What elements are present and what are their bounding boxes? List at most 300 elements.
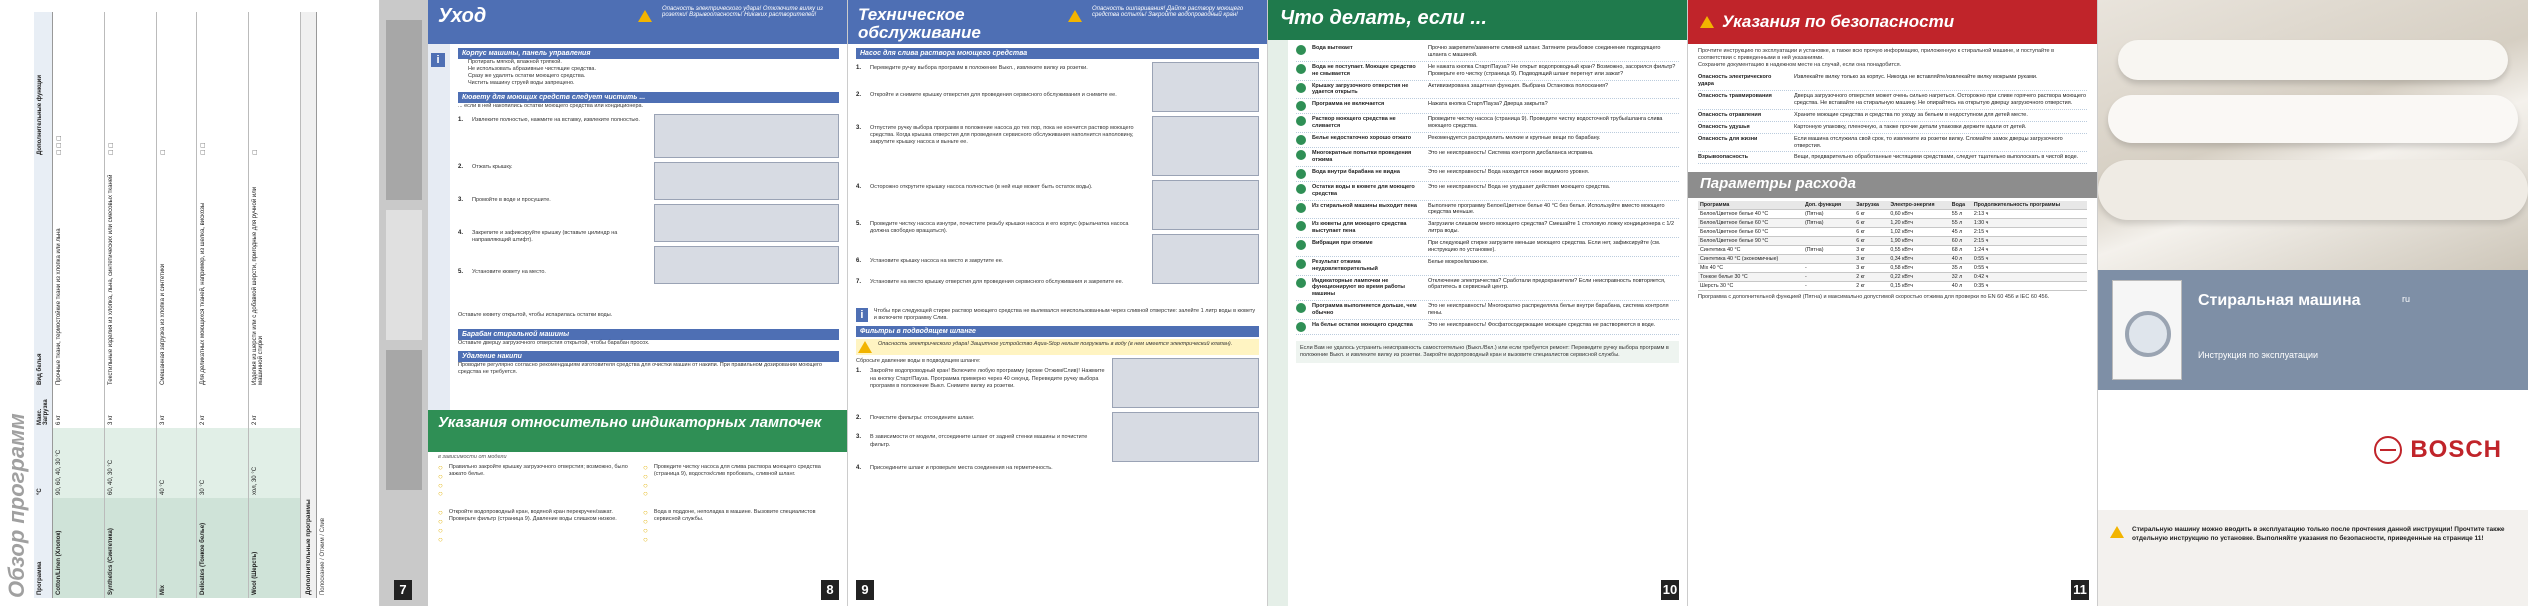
safety-hazard: Опасность удушья bbox=[1698, 123, 1750, 130]
trouble-problem: Вода вытекает bbox=[1312, 45, 1353, 51]
step: 7. Установите на место крышку отверстия для проведения сервисного обслуживания и закрепите ее. bbox=[856, 279, 1146, 301]
bullet-icon bbox=[1296, 135, 1306, 145]
trouble-row bbox=[1296, 301, 1679, 320]
cons-cell: 2 кг bbox=[1854, 282, 1888, 291]
safety-text: Дверца загрузочного отверстия может очень сильно нагреться. Осторожно при сливе горячего раствора моющего средства. Не вставайте на стиральную машину. Не опирайтесь на открытую дверцу загрузочного отверстия. bbox=[1794, 93, 2087, 107]
warning-icon bbox=[1700, 16, 1714, 28]
step: 4. Осторожно открутите крышку насоса полностью (в ней еще может быть остаток воды). bbox=[856, 184, 1146, 218]
step: 3. В зависимости от модели, отсоедините шланг от задней стенки машины и почистите фильтр. bbox=[856, 434, 1106, 462]
step-text: Переведите ручку выбора программ в положение Выкл., извлеките вилку из розетки. bbox=[870, 65, 1088, 71]
care-warning: Опасность электрического удара! Отключите вилку из розетки! Взрывоопасность! Никаких растворителей! bbox=[662, 6, 823, 18]
trouble-row bbox=[1296, 182, 1679, 201]
step: 2. Отжать крышку. bbox=[458, 164, 648, 194]
safety-hazard: Опасность травмирования bbox=[1698, 93, 1772, 100]
cons-cell: (Пятна) bbox=[1803, 219, 1854, 228]
step: 5. Проведите чистку насоса изнутри, почистите резьбу крышки насоса и его корпус (крыльчатка насоса должна свободно вращаться). bbox=[856, 221, 1146, 255]
step: 4. Закрепите и зафиксируйте крышку (вставьте цилиндр на направляющий штифт). bbox=[458, 230, 648, 266]
troubleshooting-page bbox=[1268, 0, 1688, 606]
overview-program-extra: ☐ ☐ ☐ bbox=[57, 135, 63, 155]
care-header bbox=[428, 0, 847, 44]
indicator-item bbox=[438, 464, 633, 499]
cover-page bbox=[2098, 0, 2528, 606]
trouble-row bbox=[1296, 320, 1679, 335]
cons-cell: 55 л bbox=[1950, 210, 1972, 219]
safety-text: Вещи, предварительно обработанные чистящими средствами, следует тщательно выполоскать в чистой воде. bbox=[1794, 154, 2079, 161]
overview-program-name: Delicates (Тонкое белье) bbox=[197, 498, 248, 598]
trouble-solution: Отключение электричества? Сработали предохранители? Если неисправность повторяется, обратитесь в сервисный центр. bbox=[1428, 277, 1666, 291]
brand-name: BOSCH bbox=[2410, 436, 2502, 463]
trouble-dot-strip bbox=[1268, 40, 1288, 606]
step-text: Установите на место крышку отверстия для проведения сервисного обслуживания и закрепите ее. bbox=[870, 279, 1124, 285]
step-text: Сбросьте давление воды в подводящем шланге: bbox=[856, 358, 981, 365]
safety-row bbox=[1698, 134, 2087, 153]
cons-cell: 32 л bbox=[1950, 273, 1972, 282]
cons-cell: 1:30 ч bbox=[1972, 219, 2087, 228]
safety-text: Картонную упаковку, пленочную, а также прочие детали упаковки держите вдали от детей. bbox=[1794, 123, 2027, 130]
trouble-row bbox=[1296, 114, 1679, 133]
maint-steps2 bbox=[856, 358, 1259, 486]
page-number: 7 bbox=[394, 580, 412, 600]
maint-steps-text bbox=[856, 62, 1146, 304]
towel-stack bbox=[2118, 40, 2508, 80]
step-text: Проведите чистку насоса изнутри, почистите резьбу крышки насоса и его корпус (крыльчатка насоса должна свободно вращаться). bbox=[870, 221, 1129, 235]
warning-icon bbox=[1068, 10, 1082, 22]
step-text: Промойте в воде и просушите. bbox=[472, 196, 551, 203]
cons-cell: Тонкое белье 30 °C bbox=[1698, 273, 1803, 282]
step-text: Осторожно открутите крышку насоса полностью (в ней еще может быть остаток воды). bbox=[870, 184, 1093, 190]
step-illustration bbox=[1152, 116, 1259, 176]
safety-row bbox=[1698, 110, 2087, 122]
trouble-problem: Индикаторные лампочки не функционируют во время работы машины bbox=[1312, 277, 1405, 298]
safety-hazard: Опасность для жизни bbox=[1698, 135, 1758, 142]
cover-photo bbox=[2098, 0, 2528, 270]
overview-row bbox=[249, 12, 301, 598]
bullet-icon bbox=[1296, 64, 1306, 74]
cons-head-cell: Электро-энергия bbox=[1888, 201, 1949, 210]
trouble-list bbox=[1288, 40, 1687, 606]
indicator-col bbox=[643, 464, 838, 544]
bullet-icon bbox=[1296, 83, 1306, 93]
trouble-solution: Белье мокрое/влажное. bbox=[1428, 258, 1489, 265]
consumption-row bbox=[1698, 228, 2087, 237]
cons-cell: Mix 40 °C bbox=[1698, 264, 1803, 273]
step: 1. Извлеките полностью, нажмите на вставку, извлеките полностью. bbox=[458, 117, 648, 161]
step-illustration bbox=[654, 114, 839, 158]
indicator-sub: в зависимости от модели bbox=[438, 454, 507, 460]
overview-program-extra: ☐ ☐ bbox=[109, 142, 115, 155]
overview-row bbox=[197, 12, 249, 598]
lamp-icons: ○ ○ ○ ○ bbox=[438, 463, 443, 499]
trouble-problem: Остатки воды в кювете для моющего средства bbox=[1312, 183, 1415, 197]
cons-cell: 40 л bbox=[1950, 282, 1972, 291]
overview-header-row bbox=[34, 12, 53, 598]
step-text: Закрепите и зафиксируйте крышку (вставьте цилиндр на направляющий штифт). bbox=[472, 229, 618, 243]
cons-cell: 40 л bbox=[1950, 255, 1972, 264]
overview-program-temp: 60, 40, 30 °C bbox=[105, 428, 156, 498]
step-text: Откройте и снимите крышку отверстия для проведения сервисного обслуживания и снимите ее. bbox=[870, 92, 1117, 98]
cover-footer-text: Стиральную машину можно вводить в эксплуатацию только после прочтения данной инструкции! Прочтите также отдельную инструкцию по установке. Выполняйте указания по безопасности, приведенные на странице 11! bbox=[2132, 526, 2505, 542]
washer-door-icon bbox=[2125, 311, 2171, 357]
step-text: Закройте водопроводный кран! Включите любую программу (кроме Отжим/Слив)! Нажмите на кнопку Старт/Пауза. Программа примерно через 40 секунд. Переведите ручку выбора программ в положение Выкл. Снимите вилку из розетки. bbox=[870, 368, 1105, 389]
step-illustration bbox=[1112, 358, 1259, 408]
trouble-problem: Крышку загрузочного отверстия не удается открыть bbox=[1312, 82, 1409, 96]
overview-program-temp: хол, 30 °C bbox=[249, 428, 300, 498]
overview-program-desc: Смешанная загрузка из хлопка и синтетики bbox=[160, 263, 166, 385]
trouble-problem: Белье недостаточно хорошо отжато bbox=[1312, 135, 1412, 141]
overview-program-extra: ☐ bbox=[161, 149, 167, 155]
logo-bar bbox=[2380, 449, 2396, 451]
cons-cell: 0:35 ч bbox=[1972, 282, 2087, 291]
cons-cell: Белое/Цветное белье 40 °C bbox=[1698, 210, 1803, 219]
overview-header-temp: °C bbox=[37, 488, 43, 495]
cons-cell: 45 л bbox=[1950, 228, 1972, 237]
lamp-icons: ○ ○ ○ ○ bbox=[643, 508, 648, 544]
indicator-title: Указания относительно индикаторных лампочек bbox=[438, 414, 822, 431]
care-step-images bbox=[654, 114, 839, 302]
cons-cell: Белое/Цветное белье 60 °C bbox=[1698, 228, 1803, 237]
trouble-problem: Многократные попытки проведения отжима bbox=[1312, 150, 1412, 163]
care-sec2-sub: ... если в ней накопились остатки моющего средства или кондиционера. bbox=[458, 102, 644, 109]
maint-note-row bbox=[856, 308, 1259, 322]
lamp-icons: ○ ○ ○ ○ bbox=[643, 463, 648, 499]
step-text: Присоедините шланг и проверьте места соединения на герметичность. bbox=[870, 465, 1053, 472]
trouble-problem: Вибрация при отжиме bbox=[1312, 240, 1373, 246]
trouble-row bbox=[1296, 99, 1679, 114]
overview-rotated bbox=[0, 0, 380, 606]
bullet-icon bbox=[1296, 116, 1306, 126]
care-sec4-text: Проводите регулярно согласно рекомендациям изготовителя средства для очистки машин от накипи. При правильном дозировании моющего средства не требуется. bbox=[458, 361, 822, 376]
safety-row bbox=[1698, 72, 2087, 91]
step-text: Почистите фильтры: отсоедините шланг. bbox=[870, 415, 975, 422]
trouble-problem: Результат отжима неудовлетворительный bbox=[1312, 258, 1378, 272]
care-steps-text bbox=[458, 114, 648, 302]
side-tab-block bbox=[386, 20, 422, 200]
cons-cell: 6 кг bbox=[1854, 219, 1888, 228]
trouble-solution: Это не неисправность! Фосфатосодержащие моющие средства не растворяются в воде. bbox=[1428, 321, 1656, 328]
page-number: 11 bbox=[2071, 580, 2089, 600]
trouble-problem: Вода внутри барабана не видна bbox=[1312, 168, 1400, 175]
trouble-solution: Это не неисправность! Вода не ухудшает действия моющего средства. bbox=[1428, 183, 1611, 190]
overview-program-load: 6 кг bbox=[56, 415, 62, 425]
indicator-text: Вода в поддоне, неполадка в машине. Вызовите специалистов сервисной службы. bbox=[653, 509, 816, 523]
consumption-row bbox=[1698, 246, 2087, 255]
cover-lang: ru bbox=[2402, 294, 2411, 304]
cons-cell: 3 кг bbox=[1854, 255, 1888, 264]
trouble-row bbox=[1296, 133, 1679, 148]
bullet-icon bbox=[1296, 45, 1306, 55]
consumption-header bbox=[1688, 172, 2097, 198]
consumption-row bbox=[1698, 273, 2087, 282]
trouble-problem: Программа не включается bbox=[1312, 101, 1385, 108]
indicator-item bbox=[438, 509, 633, 544]
indicator-text: Правильно закройте крышку загрузочного отверстия; возможно, было зажато белье. bbox=[448, 464, 628, 478]
bullet-icon bbox=[1296, 101, 1306, 111]
trouble-row bbox=[1296, 201, 1679, 220]
consumption-table bbox=[1698, 201, 2087, 291]
consumption-row bbox=[1698, 237, 2087, 246]
trouble-problem: Из кюветы для моющего средства выступает пена bbox=[1312, 221, 1407, 235]
trouble-title: Что делать, если ... bbox=[1280, 7, 1487, 29]
cons-cell: 60 л bbox=[1950, 237, 1972, 246]
cons-cell: 6 кг bbox=[1854, 228, 1888, 237]
overview-program-desc: Изделия из шерсти или с добавкой шерсти, пригодные для ручной или машинной стирки bbox=[252, 186, 264, 385]
overview-program-name: Mix bbox=[157, 498, 196, 598]
washer-illustration bbox=[2112, 280, 2182, 380]
overview-program-extra: ☐ ☐ bbox=[201, 142, 207, 155]
trouble-solution: Это не неисправность! Многократно распределяла белье внутри барабана, система контроля пены. bbox=[1428, 303, 1669, 316]
cover-band bbox=[2098, 270, 2528, 390]
step: 3. Промойте в воде и просушите. bbox=[458, 197, 648, 227]
care-sec1-item: Сразу же удалять остатки моющего средства. bbox=[468, 73, 586, 80]
overview-program-load: 2 кг bbox=[200, 415, 206, 425]
page-number: 9 bbox=[856, 580, 874, 600]
maint-header bbox=[848, 0, 1267, 44]
care-sec3-text: Оставьте дверцу загрузочного отверстия открытой, чтобы барабан просох. bbox=[458, 339, 650, 346]
trouble-row bbox=[1296, 219, 1679, 238]
step-illustration bbox=[654, 204, 839, 242]
safety-row bbox=[1698, 91, 2087, 110]
step: 1. Переведите ручку выбора программ в положение Выкл., извлеките вилку из розетки. bbox=[856, 65, 1146, 89]
overview-header-laundry: Вид белья bbox=[37, 353, 43, 385]
cons-cell: Белое/Цветное белье 60 °C bbox=[1698, 219, 1803, 228]
cons-cell: 0,60 кВтч bbox=[1888, 210, 1949, 219]
cons-cell: - bbox=[1803, 282, 1854, 291]
overview-program-name: Cotton/Linen (Хлопок) bbox=[53, 498, 104, 598]
bullet-icon bbox=[1296, 203, 1306, 213]
overview-program-name: Synthetics (Синтетика) bbox=[105, 498, 156, 598]
cons-cell: 3 кг bbox=[1854, 246, 1888, 255]
brand-area bbox=[2098, 390, 2528, 510]
bullet-icon bbox=[1296, 221, 1306, 231]
overview-program-temp: 30 °C bbox=[197, 428, 248, 498]
maintenance-page bbox=[848, 0, 1268, 606]
safety-intro: Прочтите инструкцию по эксплуатации и установке, а также всю прочую информацию, приложенную к стиральной машине, и поступайте в соответствии с приведенными в ней указаниями. bbox=[1698, 48, 2055, 62]
cover-footer bbox=[2098, 520, 2528, 550]
info-icon: i bbox=[856, 308, 868, 322]
overview-program-desc: Текстильные изделия из хлопка, льна, синтетических или смесовых тканей bbox=[108, 174, 114, 385]
trouble-row bbox=[1296, 238, 1679, 257]
consumption-row bbox=[1698, 255, 2087, 264]
indicator-text: Проведите чистку насоса для слива раствора моющего средства (страница 9), водосток/слив пробовать, сливной шланг. bbox=[653, 464, 821, 478]
safety-title: Указания по безопасности bbox=[1722, 12, 1955, 32]
maint-steps bbox=[856, 62, 1259, 304]
safety-hazard: Опасность отравления bbox=[1698, 111, 1762, 118]
maint-images2 bbox=[1112, 358, 1259, 486]
consumption-head-row bbox=[1698, 201, 2087, 210]
step-illustration bbox=[1112, 412, 1259, 462]
safety-header bbox=[1688, 0, 2097, 44]
step: 2. Почистите фильтры: отсоедините шланг. bbox=[856, 415, 1106, 431]
consumption-row bbox=[1698, 264, 2087, 273]
indicator-item bbox=[643, 509, 838, 544]
trouble-row bbox=[1296, 276, 1679, 302]
trouble-problem: Программа выполняется дольше, чем обычно bbox=[1312, 303, 1417, 316]
trouble-row bbox=[1296, 167, 1679, 182]
trouble-solution: Нажата кнопка Старт/Пауза? Дверца закрыта? bbox=[1428, 101, 1548, 108]
trouble-problem: На белье остатки моющего средства bbox=[1312, 321, 1413, 328]
overview-program-load: 3 кг bbox=[108, 415, 114, 425]
cons-cell: 0,34 кВтч bbox=[1888, 255, 1949, 264]
trouble-header bbox=[1268, 0, 1687, 40]
step-illustration bbox=[654, 162, 839, 200]
cons-cell: 2:13 ч bbox=[1972, 210, 2087, 219]
maint-warning2-row bbox=[856, 339, 1259, 355]
cons-head-cell: Вода bbox=[1950, 201, 1972, 210]
safety-page bbox=[1688, 0, 2098, 606]
cons-cell: (Пятна) bbox=[1803, 246, 1854, 255]
safety-row bbox=[1698, 152, 2087, 164]
step-illustration bbox=[1152, 62, 1259, 112]
cons-cell: 0:42 ч bbox=[1972, 273, 2087, 282]
cover-product: Стиральная машина bbox=[2198, 292, 2361, 309]
trouble-solution: Выполните программу Белое/Цветное белье 40 °C без белья. Используйте вместо моющего средства меньше. bbox=[1428, 202, 1665, 216]
care-steps bbox=[458, 114, 839, 302]
cons-cell: 6 кг bbox=[1854, 210, 1888, 219]
indicator-text: Откройте водопроводный кран, водяной кран перекручен/зажат. Проверьте фильтр (страница 9). Давление воды слишком низкое. bbox=[448, 509, 617, 523]
side-tab-block bbox=[386, 350, 422, 490]
cons-head-cell: Доп. функция bbox=[1803, 201, 1854, 210]
care-sec1-item: Протирать мягкой, влажной тряпкой. bbox=[468, 59, 562, 65]
step: 2. Откройте и снимите крышку отверстия для проведения сервисного обслуживания и снимите ее. bbox=[856, 92, 1146, 122]
care-sec1-title: Корпус машины, панель управления bbox=[458, 48, 839, 59]
warning-icon bbox=[2110, 526, 2124, 538]
maint-note: Чтобы при следующей стирке раствор моющего средства не вылевался неиспользованным через сливной отверстие: залейте 1 литр воды в кювету и включите программу Слив. bbox=[873, 308, 1256, 322]
care-sec1-item: Не использовать абразивные чистящие средства. bbox=[468, 66, 597, 73]
overview-header-program: Программа bbox=[37, 561, 43, 595]
bullet-icon bbox=[1296, 150, 1306, 160]
care-note: Оставьте кювету открытой, чтобы испарилась остатки воды. bbox=[458, 311, 613, 318]
step: 4. Присоедините шланг и проверьте места соединения на герметичность. bbox=[856, 465, 1106, 483]
cons-cell: 0:55 ч bbox=[1972, 255, 2087, 264]
cons-cell: 0,58 кВтч bbox=[1888, 264, 1949, 273]
cons-cell: 55 л bbox=[1950, 219, 1972, 228]
overview-program-load: 3 кг bbox=[160, 415, 166, 425]
trouble-solution: Это не неисправность! Система контроля дисбаланса исправна. bbox=[1428, 150, 1594, 156]
cons-cell: 35 л bbox=[1950, 264, 1972, 273]
trouble-row bbox=[1296, 43, 1679, 62]
cons-cell: Синтетика 40 °C (экономичные) bbox=[1698, 255, 1803, 264]
trouble-row bbox=[1296, 148, 1679, 167]
bullet-icon bbox=[1296, 259, 1306, 269]
overview-header-load: Макс. Загрузка bbox=[37, 399, 49, 425]
cons-cell: Шерсть 30 °C bbox=[1698, 282, 1803, 291]
step: 5. Установите кювету на место. bbox=[458, 269, 648, 299]
step-illustration bbox=[654, 246, 839, 284]
care-title: Уход bbox=[438, 5, 487, 27]
overview-row bbox=[105, 12, 157, 598]
consumption-row bbox=[1698, 219, 2087, 228]
indicator-section bbox=[428, 410, 848, 606]
step-text: Установите кювету на место. bbox=[472, 268, 546, 275]
maint-sec2-title: Фильтры в подводящем шланге bbox=[856, 326, 1259, 337]
trouble-solution: Загрузили слишком много моющего средства? Смешайте 1 столовую ложку кондиционера с 1/2 литра воды. bbox=[1428, 221, 1675, 235]
maint-steps2-text bbox=[856, 358, 1106, 486]
trouble-solution: Это не неисправность! Вода находится ниже видимого уровня. bbox=[1428, 168, 1590, 175]
care-sec4-title: Удаление накипи bbox=[458, 351, 839, 362]
cons-cell: (Пятна) bbox=[1803, 210, 1854, 219]
overview-header-extra: Дополнительные функции bbox=[37, 74, 43, 155]
overview-title: Обзор программ bbox=[4, 413, 29, 598]
consumption-table-wrap bbox=[1688, 198, 2097, 304]
trouble-solution: Проведите чистку насоса (страница 9). Проведите чистку водосточной трубы/шланга слива моющего средства. bbox=[1428, 116, 1663, 130]
safety-hazard: Опасность электрического удара bbox=[1698, 74, 1772, 88]
maint-warning2: Опасность электрического удара! Защитное устройство Aqua-Stop нельзя погружать в воду (в нем имеется электрический клапан). bbox=[878, 341, 1233, 348]
warning-icon bbox=[858, 341, 872, 353]
care-sec1-item: Чистить машину струей воды запрещено. bbox=[468, 80, 575, 87]
step-text: Извлеките полностью, нажмите на вставку, извлеките полностью. bbox=[472, 116, 640, 123]
cons-head-cell: Загрузка bbox=[1854, 201, 1888, 210]
consumption-note: Программа с дополнительной функцией (Пятна) и максимально допустимой скоростью отжима для проверки по EN 60 456 и IEC 60 456. bbox=[1698, 294, 2050, 301]
cons-head-cell: Продолжительность программы bbox=[1972, 201, 2087, 210]
safety-body bbox=[1688, 44, 2097, 164]
safety-hazard: Взрывоопасность bbox=[1698, 154, 1748, 161]
warning-icon bbox=[638, 10, 652, 22]
cons-cell: 0:55 ч bbox=[1972, 264, 2087, 273]
maint-images bbox=[1152, 62, 1259, 304]
step-text: Установите крышку насоса на место и закрутите ее. bbox=[870, 258, 1004, 264]
cover-subtitle: Инструкция по эксплуатации bbox=[2198, 350, 2319, 360]
cons-cell bbox=[1803, 255, 1854, 264]
bosch-logo-icon bbox=[2374, 436, 2402, 464]
trouble-solution: Прочно закрепите/замените сливной шланг. Затяните резьбовое соединение подводящего шланга с машиной. bbox=[1428, 45, 1661, 58]
overview-program-name: Wool (Шерсть) bbox=[249, 498, 300, 598]
care-page bbox=[428, 0, 848, 606]
cons-cell: 2:15 ч bbox=[1972, 228, 2087, 237]
trouble-solution: Не нажата кнопка Старт/Пауза? Не открыт водопроводный кран? Возможно, засорился фильтр? Проверьте его чистку (страница 9). Подводящий шланг перегнут или зажат? bbox=[1428, 63, 1676, 77]
overview-program-extra: ☐ bbox=[253, 149, 259, 155]
consumption-row bbox=[1698, 282, 2087, 291]
step: 6. Установите крышку насоса на место и закрутите ее. bbox=[856, 258, 1146, 276]
indicator-col bbox=[438, 464, 633, 544]
overview-extra-title: Дополнительные программы bbox=[301, 12, 317, 598]
safety-text: Если машина отслужила свой срок, то извлеките из розетки вилку. Сломайте замок дверцы загрузочного отверстия. bbox=[1794, 135, 2063, 149]
maint-warning: Опасность ошпаривания! Дайте раствору моющего средства остыть! Закройте водопроводный кран! bbox=[1092, 6, 1244, 18]
maint-content bbox=[848, 44, 1267, 490]
bullet-icon bbox=[1296, 278, 1306, 288]
trouble-problem: Раствор моющего средства не сливается bbox=[1312, 116, 1396, 130]
step: 1. Закройте водопроводный кран! Включите любую программу (кроме Отжим/Слив)! Нажмите на кнопку Старт/Пауза. Программа примерно через 40 секунд. Переведите ручку выбора программ в положение Выкл. Снимите вилку из розетки. bbox=[856, 368, 1106, 412]
overview-program-temp: 40 °C bbox=[157, 428, 196, 498]
overview-program-desc: Прочные ткани, термостойкие ткани из хлопка или льна bbox=[56, 228, 62, 385]
indicator-item bbox=[643, 464, 838, 499]
bullet-icon bbox=[1296, 240, 1306, 250]
page-number: 10 bbox=[1661, 580, 1679, 600]
overview-row bbox=[53, 12, 105, 598]
trouble-footer: Если Вам не удалось устранить неисправность самостоятельно (Выкл./Вкл.) или если требуется ремонт: Переведите ручку выбора программ в положение Выкл. и извлеките вилку из розетки. Закройте водопроводный кран и вызовите специалистов сервисной службы. bbox=[1296, 341, 1679, 363]
consumption-row bbox=[1698, 210, 2087, 219]
cons-cell: - bbox=[1803, 273, 1854, 282]
care-sec2-title: Кювету для моющих средств следует чистить ... bbox=[458, 92, 839, 103]
cons-cell: 0,55 кВтч bbox=[1888, 246, 1949, 255]
cons-cell: Синтетика 40 °C bbox=[1698, 246, 1803, 255]
step-text: В зависимости от модели, отсоедините шланг от задней стенки машины и почистите фильтр. bbox=[870, 434, 1088, 448]
care-sec3-title: Барабан стиральной машины bbox=[458, 329, 839, 340]
side-tab-strip bbox=[380, 0, 428, 606]
cons-cell: 2:15 ч bbox=[1972, 237, 2087, 246]
safety-intro: Сохраните документацию в надежном месте на случай, если она понадобится. bbox=[1698, 62, 1902, 69]
overview-program-load: 2 кг bbox=[252, 415, 258, 425]
cons-cell bbox=[1803, 228, 1854, 237]
step-illustration bbox=[1152, 180, 1259, 230]
cons-cell: 3 кг bbox=[1854, 264, 1888, 273]
bullet-icon bbox=[1296, 184, 1306, 194]
cons-cell: Белое/Цветное белье 90 °C bbox=[1698, 237, 1803, 246]
overview-row bbox=[157, 12, 197, 598]
step-text: Отжать крышку. bbox=[472, 163, 513, 170]
cons-cell: 2 кг bbox=[1854, 273, 1888, 282]
trouble-solution: Активизирована защитная функция. Выбрана Остановка полоскания? bbox=[1428, 82, 1609, 89]
cons-cell: 1,02 кВтч bbox=[1888, 228, 1949, 237]
